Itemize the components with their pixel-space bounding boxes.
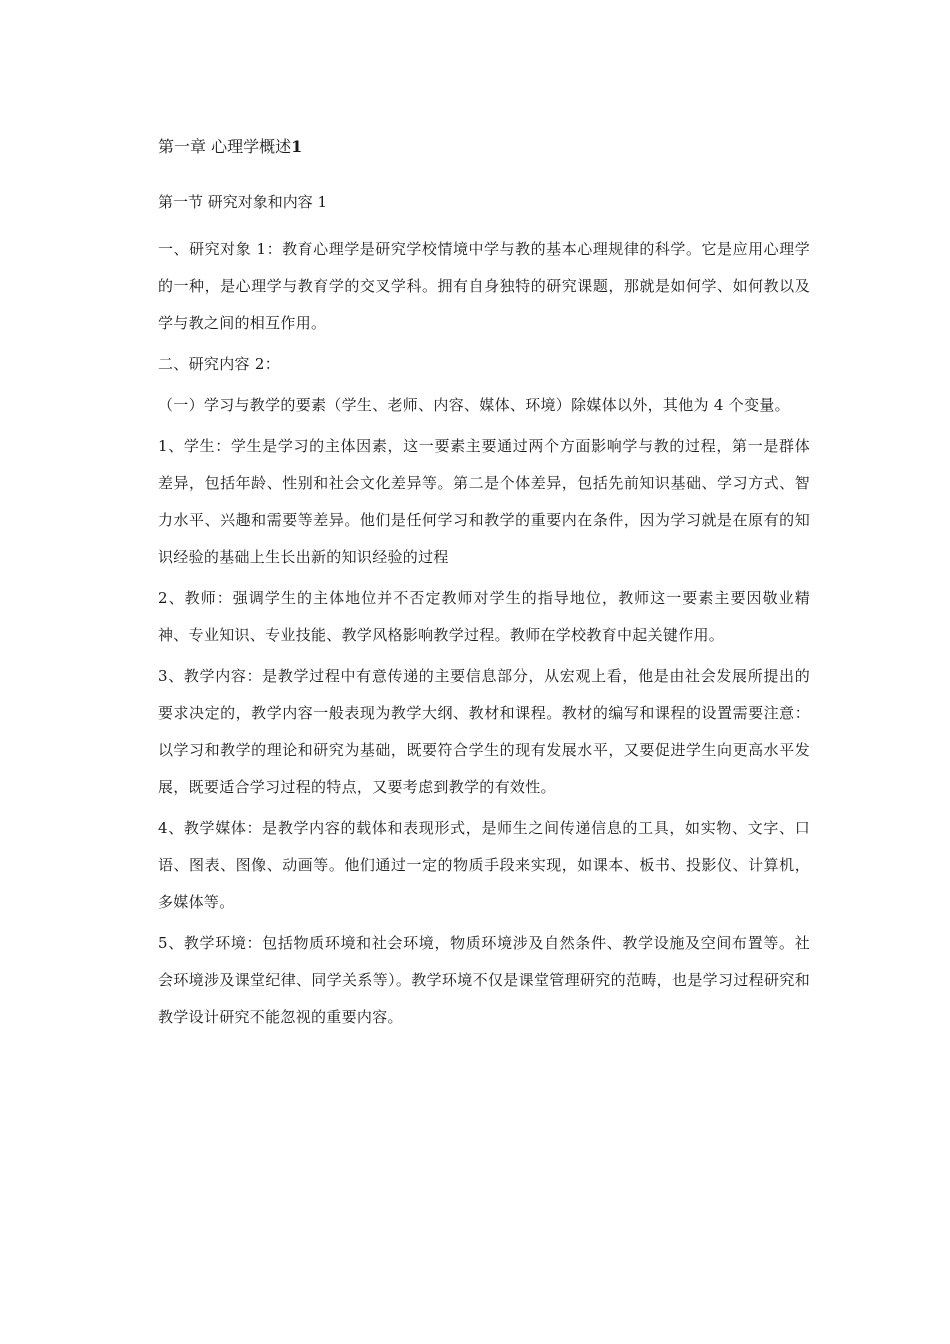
paragraph-teaching-content: 3、教学内容：是教学过程中有意传递的主要信息部分，从宏观上看，他是由社会发展所提出的要求决定的，教学内容一般表现为教学大纲、教材和课程。教材的编写和课程的设置需要注意：以学习和教学的理论和研究为基础，既要符合学生的现有发展水平，又要促进学生向更高水平发展，既要适合学习过程的特点，又要考虑到教学的有效性。: [158, 667, 810, 796]
paragraph-teaching-environment: 5、教学环境：包括物质环境和社会环境，物质环境涉及自然条件、教学设施及空间布置等。社会环境涉及课堂纪律、同学关系等）。教学环境不仅是课堂管理研究的范畴，也是学习过程研究和教学设计研究不能忽视的重要内容。: [158, 934, 810, 1026]
chapter-number: 1: [291, 137, 303, 156]
paragraph-teaching-media: 4、教学媒体：是教学内容的载体和表现形式，是师生之间传递信息的工具，如实物、文字、口语、图表、图像、动画等。他们通过一定的物质手段来实现，如课本、板书、投影仪、计算机，多媒体等。: [158, 819, 810, 911]
paragraph-teacher: 2、教师：强调学生的主体地位并不否定教师对学生的指导地位，教师这一要素主要因敬业精神、专业知识、专业技能、教学风格影响教学过程。教师在学校教育中起关键作用。: [158, 589, 810, 644]
paragraph-research-content-heading: 二、研究内容 2：: [158, 355, 281, 373]
document-page: [158, 135, 810, 1040]
chapter-title-text: 第一章 心理学概述: [158, 137, 292, 156]
paragraph-learning-teaching-elements: （一）学习与教学的要素（学生、老师、内容、媒体、环境）除媒体以外，其他为 4 个变量。: [158, 396, 790, 414]
section-title: 第一节 研究对象和内容 1: [158, 193, 328, 211]
paragraph-student: 1、学生：学生是学习的主体因素，这一要素主要通过两个方面影响学与教的过程，第一是群体差异，包括年龄、性别和社会文化差异等。第二是个体差异，包括先前知识基础、学习方式、智力水平、兴趣和需要等差异。他们是任何学习和教学的重要内在条件，因为学习就是在原有的知识经验的基础上生长出新的知识经验的过程: [158, 437, 810, 566]
chapter-title: [158, 135, 810, 159]
paragraph-research-object: 一、研究对象 1：教育心理学是研究学校情境中学与教的基本心理规律的科学。它是应用心理学的一种，是心理学与教育学的交叉学科。拥有自身独特的研究课题，那就是如何学、如何教以及学与教之间的相互作用。: [158, 240, 810, 332]
